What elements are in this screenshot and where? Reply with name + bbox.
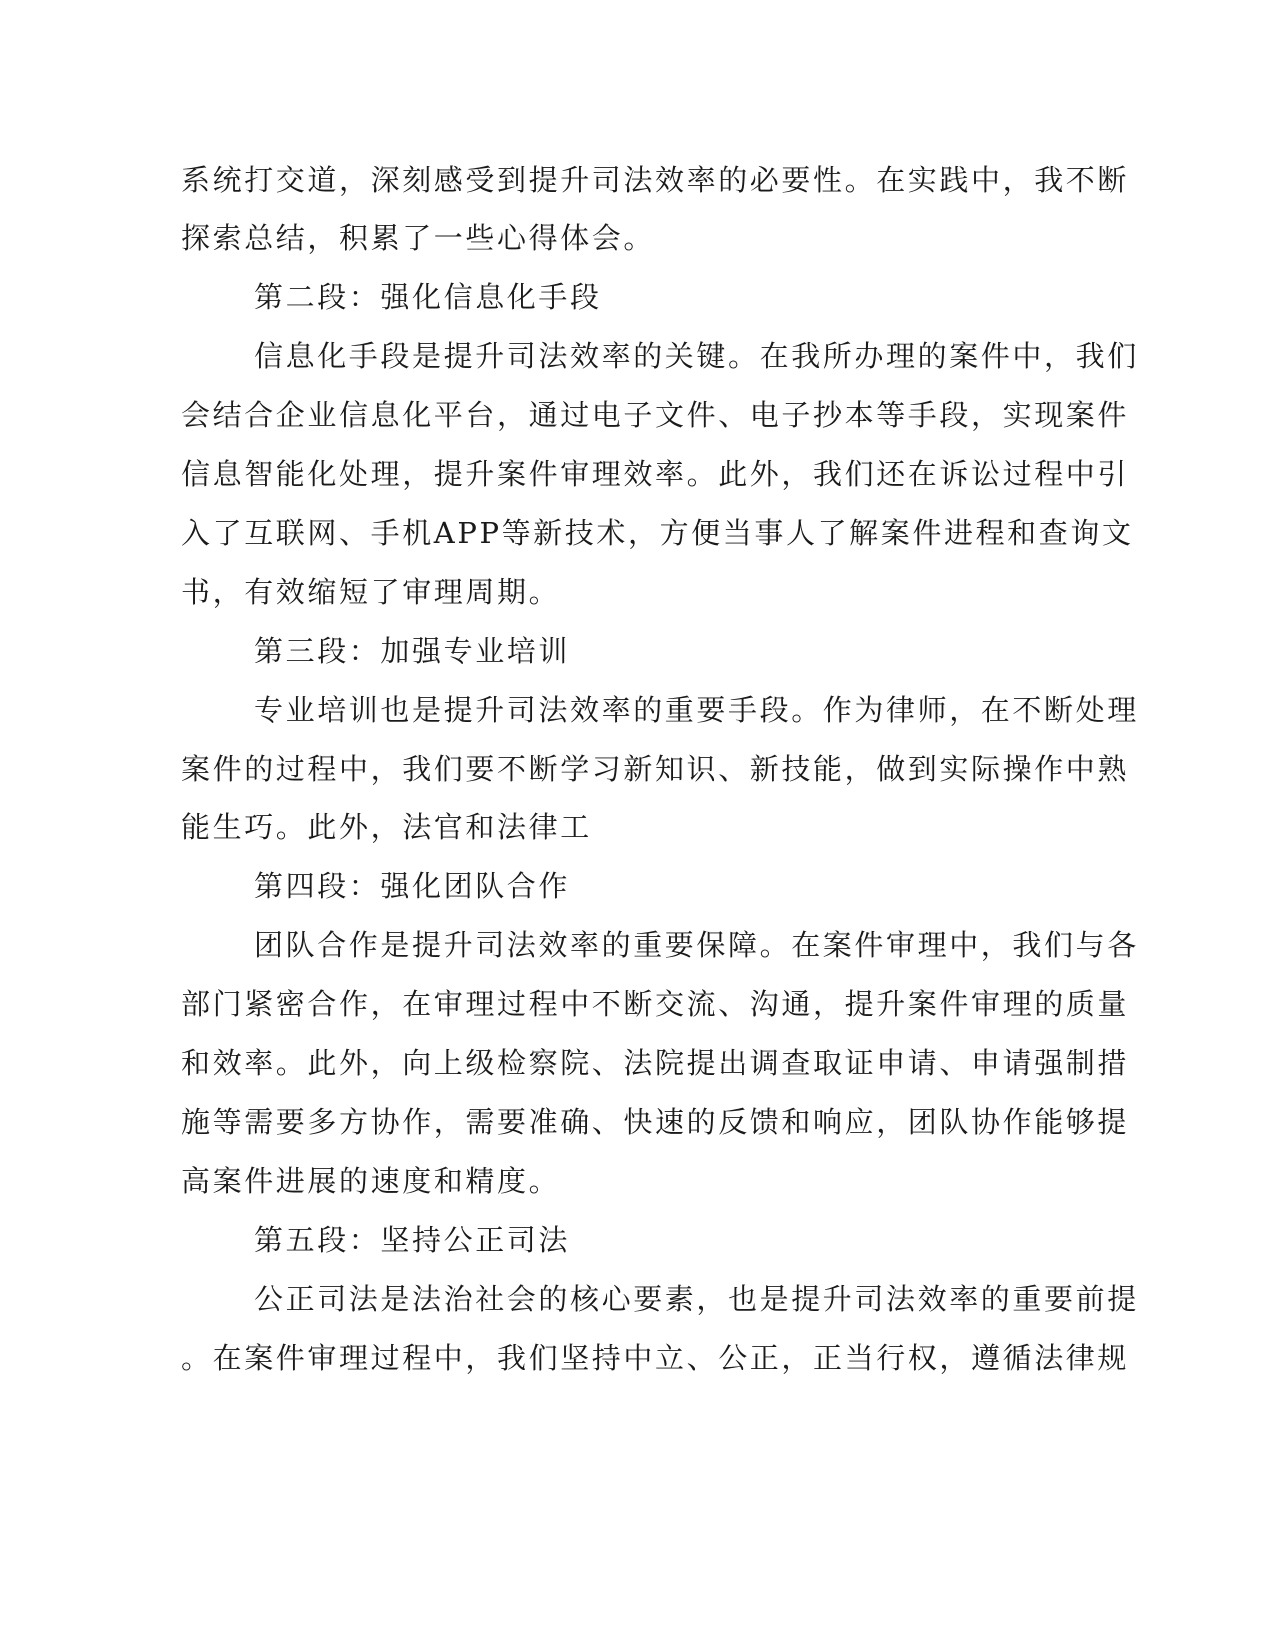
text-line-7: 入了互联网、手机APP等新技术，方便当事人了解案件进程和查询文 xyxy=(181,516,1134,550)
text-line-21: 。在案件审理过程中，我们坚持中立、公正，正当行权，遵循法律规 xyxy=(181,1341,1130,1375)
text-line-14: 团队合作是提升司法效率的重要保障。在案件审理中，我们与各 xyxy=(254,928,1139,962)
text-line-11: 案件的过程中，我们要不断学习新知识、新技能，做到实际操作中熟 xyxy=(181,752,1130,786)
text-line-10: 专业培训也是提升司法效率的重要手段。作为律师，在不断处理 xyxy=(254,693,1139,727)
section-heading-3: 第三段：加强专业培训 xyxy=(254,634,571,668)
text-line-1: 系统打交道，深刻感受到提升司法效率的必要性。在实践中，我不断 xyxy=(181,163,1130,197)
text-line-4: 信息化手段是提升司法效率的关键。在我所办理的案件中，我们 xyxy=(254,339,1139,373)
text-line-5: 会结合企业信息化平台，通过电子文件、电子抄本等手段，实现案件 xyxy=(181,398,1130,432)
section-heading-4: 第四段：强化团队合作 xyxy=(254,869,571,903)
text-line-20: 公正司法是法治社会的核心要素，也是提升司法效率的重要前提 xyxy=(254,1282,1139,1316)
text-line-6: 信息智能化处理，提升案件审理效率。此外，我们还在诉讼过程中引 xyxy=(181,457,1130,491)
text-line-8: 书，有效缩短了审理周期。 xyxy=(181,575,561,609)
text-line-15: 部门紧密合作，在审理过程中不断交流、沟通，提升案件审理的质量 xyxy=(181,987,1130,1021)
text-line-16: 和效率。此外，向上级检察院、法院提出调查取证申请、申请强制措 xyxy=(181,1046,1130,1080)
text-line-17: 施等需要多方协作，需要准确、快速的反馈和响应，团队协作能够提 xyxy=(181,1105,1130,1139)
section-heading-2: 第二段：强化信息化手段 xyxy=(254,280,602,314)
section-heading-5: 第五段：坚持公正司法 xyxy=(254,1223,571,1257)
text-line-2: 探索总结，积累了一些心得体会。 xyxy=(181,221,656,255)
text-line-18: 高案件进展的速度和精度。 xyxy=(181,1164,561,1198)
text-line-12: 能生巧。此外，法官和法律工 xyxy=(181,810,592,844)
